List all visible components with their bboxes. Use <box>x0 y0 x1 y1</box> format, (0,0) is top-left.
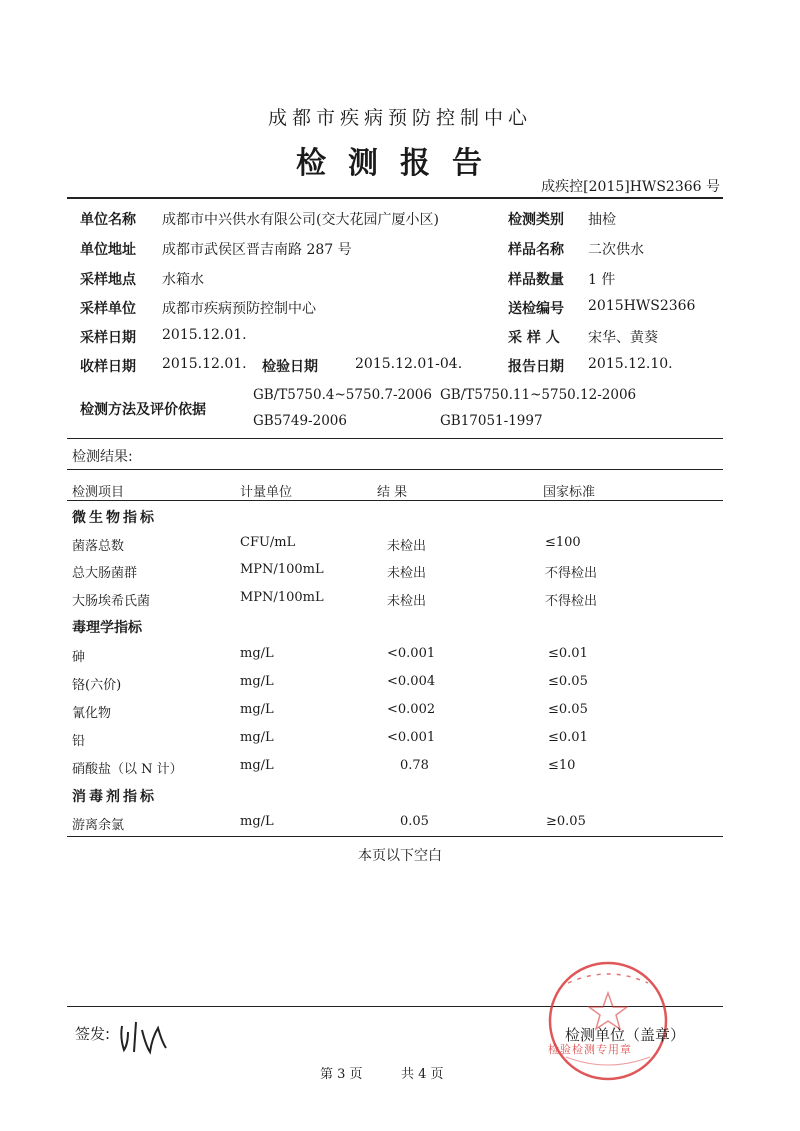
row-result: <0.001 <box>387 646 436 661</box>
unit-name-label: 单位名称 <box>80 212 136 228</box>
row-standard: ≤100 <box>545 535 581 550</box>
row-standard: ≤10 <box>548 758 576 773</box>
row-standard: ≤0.01 <box>548 730 588 745</box>
blank-note: 本页以下空白 <box>358 848 442 864</box>
seal-text: 检验检测专用章 <box>548 1043 632 1056</box>
row-unit: mg/L <box>240 730 274 745</box>
sampling-date-label: 采样日期 <box>80 330 136 346</box>
sampling-unit-value: 成都市疾病预防控制中心 <box>162 301 316 317</box>
row-standard: ≥0.05 <box>546 814 586 829</box>
row-result: 0.05 <box>400 814 429 829</box>
row-result: 0.78 <box>400 758 429 773</box>
row-result: <0.004 <box>387 674 436 689</box>
report-date-label: 报告日期 <box>508 359 564 375</box>
row-item: 大肠埃希氏菌 <box>72 594 151 609</box>
row-item: 菌落总数 <box>72 539 125 554</box>
results-heading: 检测结果: <box>72 449 133 465</box>
row-unit: MPN/100mL <box>240 590 324 605</box>
submit-no-label: 送检编号 <box>508 301 564 317</box>
row-result: <0.002 <box>387 702 436 717</box>
sampler-label: 采 样 人 <box>508 330 560 346</box>
method-standard: GB17051-1997 <box>440 413 543 429</box>
method-standard: GB/T5750.11~5750.12-2006 <box>440 387 637 403</box>
row-result: 未检出 <box>387 566 427 581</box>
sampling-site-value: 水箱水 <box>162 272 204 288</box>
row-item: 总大肠菌群 <box>72 566 138 581</box>
row-unit: mg/L <box>240 646 274 661</box>
sample-qty-value: 1 件 <box>588 272 616 288</box>
section-divider <box>67 438 723 439</box>
sample-qty-label: 样品数量 <box>508 272 564 288</box>
row-item: 铅 <box>72 734 86 749</box>
row-unit: mg/L <box>240 674 274 689</box>
table-header-divider <box>67 500 723 501</box>
row-item: 氰化物 <box>72 706 112 721</box>
test-type-label: 检测类别 <box>508 212 564 228</box>
sample-name-label: 样品名称 <box>508 242 564 258</box>
test-date-value: 2015.12.01-04. <box>355 356 463 372</box>
organization-name: 成都市疾病预防控制中心 <box>267 107 532 129</box>
row-standard: ≤0.05 <box>548 674 588 689</box>
row-unit: CFU/mL <box>240 535 296 550</box>
seal-icon <box>528 955 688 1085</box>
page-number: 第 3 页 <box>320 1067 363 1082</box>
row-item: 砷 <box>72 650 86 665</box>
test-type-value: 抽检 <box>588 212 616 228</box>
category-title: 消毒剂指标 <box>72 789 157 805</box>
handwritten-signature <box>116 1016 176 1058</box>
category-title: 毒理学指标 <box>72 620 142 636</box>
method-label: 检测方法及评价依据 <box>80 402 206 418</box>
unit-address-value: 成都市武侯区晋吉南路 287 号 <box>162 242 352 258</box>
submit-no-value: 2015HWS2366 <box>588 298 696 314</box>
unit-address-label: 单位地址 <box>80 242 136 258</box>
row-standard: 不得检出 <box>545 594 598 609</box>
test-date-label: 检验日期 <box>262 359 318 375</box>
receive-date-value: 2015.12.01. <box>162 356 247 372</box>
column-header-result: 结 果 <box>377 485 408 500</box>
row-result: <0.001 <box>387 730 436 745</box>
issuer-label: 签发: <box>75 1025 111 1043</box>
sample-name-value: 二次供水 <box>588 242 644 258</box>
row-unit: mg/L <box>240 814 274 829</box>
report-title: 检测报告 <box>296 146 504 181</box>
unit-name-value: 成都市中兴供水有限公司(交大花园广厦小区) <box>162 212 439 228</box>
row-item: 游离余氯 <box>72 818 125 833</box>
row-result: 未检出 <box>387 594 427 609</box>
row-standard: 不得检出 <box>545 566 598 581</box>
row-unit: mg/L <box>240 758 274 773</box>
category-title: 微生物指标 <box>72 510 157 526</box>
document-number: 成疾控[2015]HWS2366 号 <box>541 179 720 195</box>
sampling-date-value: 2015.12.01. <box>162 327 247 343</box>
method-standard: GB5749-2006 <box>253 413 347 429</box>
section-divider <box>67 469 723 470</box>
report-date-value: 2015.12.10. <box>588 356 673 372</box>
seal-label: 检测单位（盖章） <box>565 1026 686 1044</box>
row-item: 硝酸盐（以 N 计） <box>72 762 183 777</box>
row-unit: MPN/100mL <box>240 562 324 577</box>
column-header-item: 检测项目 <box>72 485 125 500</box>
sampling-site-label: 采样地点 <box>80 272 136 288</box>
header-divider <box>67 197 723 199</box>
column-header-standard: 国家标准 <box>543 485 596 500</box>
receive-date-label: 收样日期 <box>80 359 136 375</box>
row-item: 铬(六价) <box>72 678 122 693</box>
column-header-unit: 计量单位 <box>240 485 293 500</box>
sampling-unit-label: 采样单位 <box>80 301 136 317</box>
row-standard: ≤0.05 <box>548 702 588 717</box>
page-total: 共 4 页 <box>401 1067 444 1082</box>
row-result: 未检出 <box>387 539 427 554</box>
method-standard: GB/T5750.4~5750.7-2006 <box>253 387 432 403</box>
sampler-value: 宋华、黄葵 <box>588 330 658 346</box>
official-seal <box>528 955 688 1089</box>
row-standard: ≤0.01 <box>548 646 588 661</box>
table-bottom-divider <box>67 836 723 837</box>
row-unit: mg/L <box>240 702 274 717</box>
